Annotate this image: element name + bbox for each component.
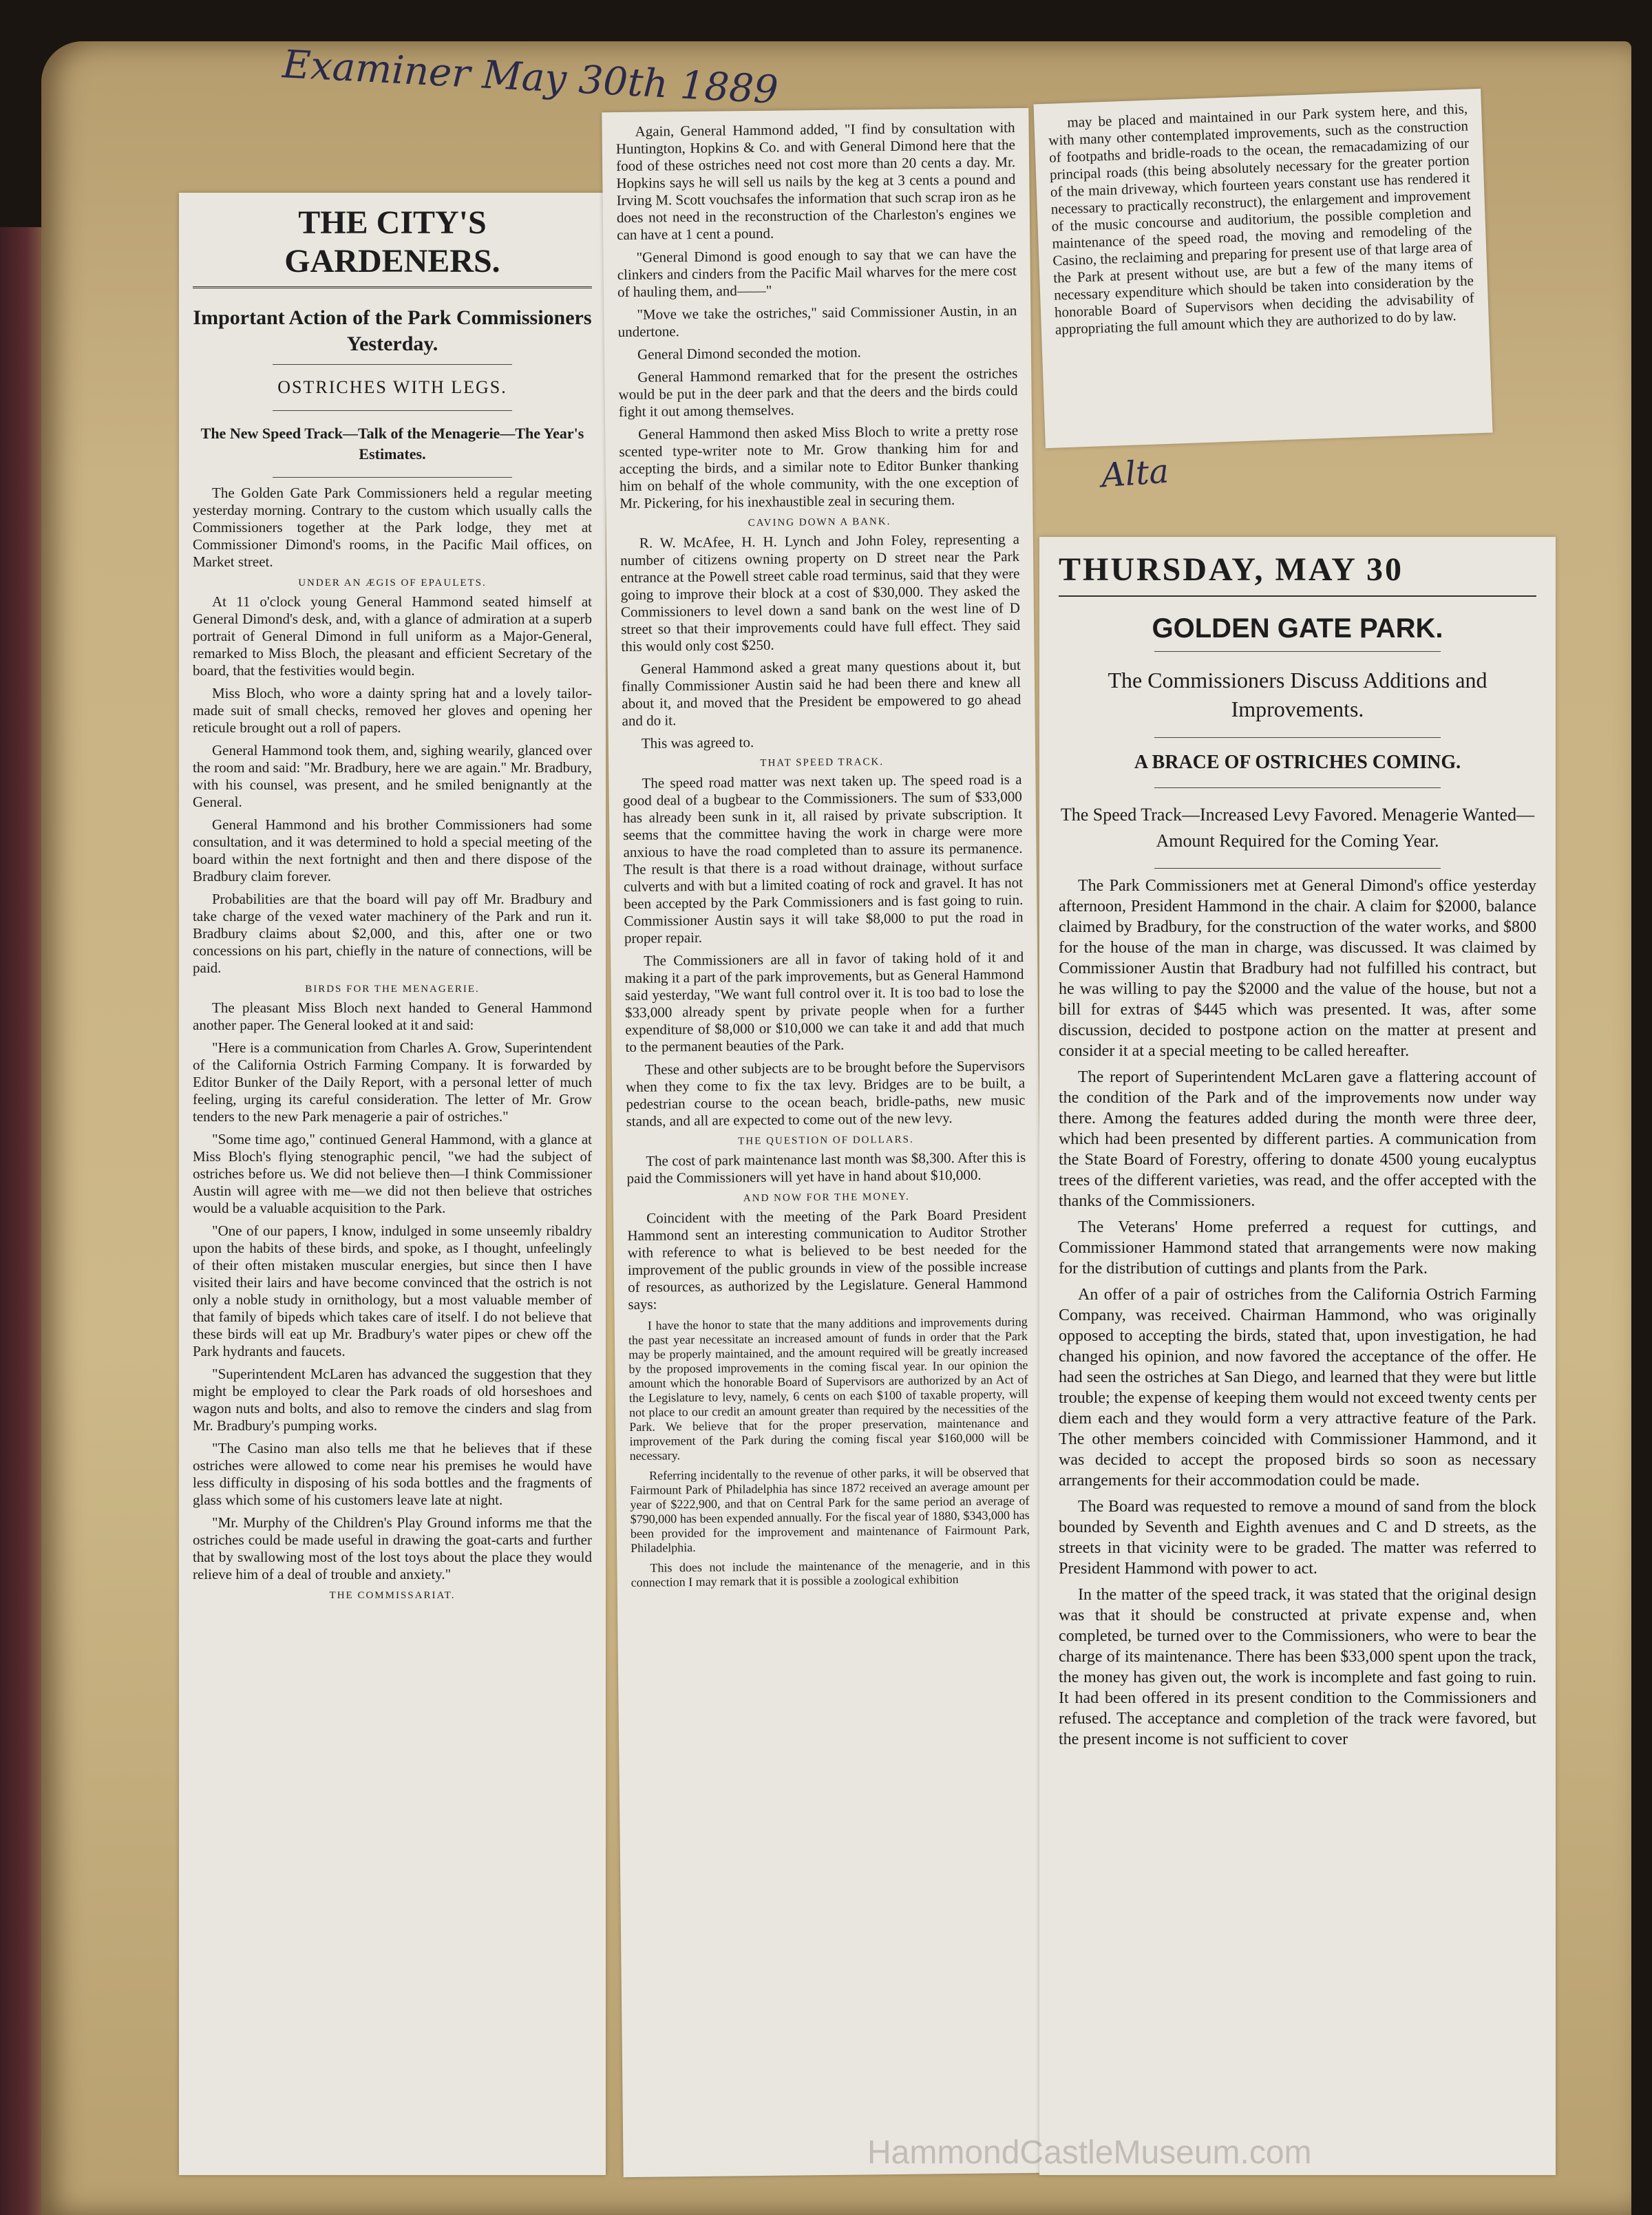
paragraph: In the matter of the speed track, it was stated that the original design was that it should be constructed at private expense and, when completed, be turned over to the Commissioners, who were to bear the charge of its maintenance. There has been $33,000 spent upon the track, the money has given out, the work is incomplete and fast going to ruin. It had been offered in its present condition to the Commissioners and refused. The acceptance and completion of the track were favored, but the present income is not sufficient to cover xyxy=(1059,1586,1536,1748)
divider xyxy=(273,477,512,478)
section-heading: THE QUESTION OF DOLLARS. xyxy=(738,1134,914,1147)
divider xyxy=(273,364,512,365)
paragraph: General Dimond seconded the motion. xyxy=(637,343,861,363)
paragraph: This does not include the maintenance of the menagerie, and in this connection I may remark that it is possible a zoological exhibition xyxy=(631,1556,1030,1590)
section-heading: THE COMMISSARIAT. xyxy=(329,1590,456,1601)
paragraph: Miss Bloch, who wore a dainty spring hat and a lovely tailor-made suit of small checks, removed her gloves and opening her reticule brought out a roll of papers. xyxy=(193,685,592,736)
subheadline: The Speed Track—Increased Levy Favored. Menagerie Wanted—Amount Required for the Coming Year. xyxy=(1060,805,1535,851)
paragraph: Probabilities are that the board will pay off Mr. Bradbury and take charge of the vexed water machinery of the Park and run it. Bradbury claims about $2,000, and this, after one or two concessions on his part, chiefly in the nature of connections, will be paid. xyxy=(193,891,592,976)
paragraph: R. W. McAfee, H. H. Lynch and John Foley, representing a number of citizens owning property on D street near the Park entrance at the Powell street cable road terminus, said that they were going to improve their block at a cost of $30,000. They asked the Commissioners to level down a sand bank on the west line of D street so that their improvements could have full effect. They said this would only cost $250. xyxy=(620,531,1021,655)
divider xyxy=(1154,787,1441,788)
subheadline: Important Action of the Park Commissioners Yesterday. xyxy=(193,306,592,355)
handwritten-source-note: Examiner May 30th 1889 xyxy=(281,42,780,113)
paragraph: The Park Commissioners met at General Dimond's office yesterday afternoon, President Hammond in the chair. A claim for $2000, balance claimed by Bradbury, for the construction of the water works, and $800 for the house of the man in charge, was discussed. It was claimed by Commissioner Austin that Bradbury had not fulfilled his contract, but he was willing to pay the $2000 and the value of the house, but not a bill for extras of $445 which was presented. It was, after some discussion, decided to postpone action on the matter at present and consider it at a special meeting to be called hereafter. xyxy=(1059,877,1536,1060)
clipping-city-gardeners xyxy=(179,193,606,2175)
paragraph: "Here is a communication from Charles A. Grow, Superintendent of the California Ostrich Farming Company. It is forwarded by Editor Bunker of the Daily Report, with a personal letter of much feeling, urging its careful consideration. The letter of Mr. Grow tenders to the new Park menagerie a pair of ostriches." xyxy=(193,1039,592,1125)
paragraph: The Golden Gate Park Commissioners held a regular meeting yesterday morning. Contrary to the custom which usually calls the Commissioners together at the Park lodge, they met at Commissioner Dimond's rooms, in the Pacific Mail offices, on Market street. xyxy=(193,485,592,570)
paragraph: General Hammond took them, and, sighing wearily, glanced over the room and said: "Mr. Bradbury, here we are again." Mr. Bradbury, with his counsel, was present, and he smiled benignantly at the General. xyxy=(193,742,592,810)
clipping-golden-gate-park xyxy=(1039,537,1556,2175)
paragraph: The Commissioners are all in favor of taking hold of it and making it a part of the park improvements, but as General Hammond said yesterday, "We want full control over it. It is too bad to lose the $33,000 already spent by private people when for a further expenditure of $8,000 or $10,000 we can take it and add that much to the permanent beauties of the Park. xyxy=(624,948,1025,1056)
divider xyxy=(1154,651,1441,652)
paragraph: General Hammond asked a great many questions about it, but finally Commissioner Austin said he had been there and knew all about it, and moved that the President be empowered to go ahead and do it. xyxy=(621,657,1021,730)
divider xyxy=(1154,737,1441,738)
paragraph: These and other subjects are to be brought before the Supervisors when they come to fix the tax levy. Bridges are to be built, a pedestrian course to the ocean beach, bridle-paths, new music stands, and all are expected to come out of the new levy. xyxy=(626,1057,1026,1130)
paragraph: The report of Superintendent McLaren gave a flattering account of the condition of the Park and of the improvements now under way there. Among the features added during the month were three deer, which had been presented by different parties. A communication from the State Board of Forestry, offering to donate 4500 young eucalyptus trees of the different varieties, was read, and the offer accepted with the thanks of the Commissioners. xyxy=(1059,1068,1536,1210)
section-heading: BIRDS FOR THE MENAGERIE. xyxy=(305,984,480,995)
paragraph: Coincident with the meeting of the Park Board President Hammond sent an interesting communication to Auditor Strother with reference to what is believed to be best needed for the improvement of the public grounds in view of the possible increase of resources, as authorized by the Legislature. General Hammond says: xyxy=(627,1205,1028,1313)
subheadline: The New Speed Track—Talk of the Menagerie—The Year's Estimates. xyxy=(200,425,584,463)
section-heading: UNDER AN ÆGIS OF EPAULETS. xyxy=(298,577,487,589)
paragraph: "One of our papers, I know, indulged in some unseemly ribaldry upon the habits of these birds, and spoke, as I thought, unfeelingly of their often mistaken muscular energies, but since then I have visited their lairs and have become convinced that the ostrich is not only a noble study in ornithology, but a most valuable member of that family of bipeds which takes care of itself. I do not believe that these birds will eat up Mr. Bradbury's water pipes or chew off the Park hydrants and faucets. xyxy=(193,1222,592,1359)
paragraph: General Hammond and his brother Commissioners had some consultation, and it was determined to hold a special meeting of the board within the next fortnight and then and there dispose of the Bradbury claim forever. xyxy=(193,816,592,884)
paragraph: "Superintendent McLaren has advanced the suggestion that they might be employed to clear the Park roads of old horseshoes and wagon nuts and bolts, and also to remove the cinders and slag from Mr. Bradbury's pumping works. xyxy=(193,1366,592,1434)
paragraph: "The Casino man also tells me that he believes that if these ostriches were allowed to come near his premises he would have less difficulty in disposing of his soda bottles and the fragments of glass which some of his customers leave late at night. xyxy=(193,1440,592,1508)
section-heading: AND NOW FOR THE MONEY. xyxy=(743,1191,910,1205)
headline: GOLDEN GATE PARK. xyxy=(1152,613,1443,644)
headline: THE CITY'S GARDENERS. xyxy=(193,204,592,288)
divider xyxy=(1154,868,1441,869)
paragraph: The Veterans' Home preferred a request for cuttings, and Commissioner Hammond stated that arrangements were now making for the distribution of cuttings and plants from the Park. xyxy=(1059,1218,1536,1278)
subheadline: The Commissioners Discuss Additions and Improvements. xyxy=(1108,668,1487,721)
handwritten-alta-note: Alta xyxy=(1100,452,1170,496)
scrapbook-page xyxy=(41,41,1631,2215)
paragraph: General Hammond then asked Miss Bloch to write a pretty rose scented type-writer note to Mr. Grow thanking him for and accepting the birds, and a similar note to Editor Bunker thanking him on behalf of the whole community, with the one exception of Mr. Pickering, for his inexhaustible zeal in securing them. xyxy=(619,422,1019,512)
paragraph: "Some time ago," continued General Hammond, with a glance at Miss Bloch's flying stenographic pencil, "we had the subject of ostriches before us. We did not believe then—I think Commissioner Austin will agree with me—we did not then believe that ostriches would be a valuable acquisition to the Park. xyxy=(193,1131,592,1216)
paragraph: Referring incidentally to the revenue of other parks, it will be observed that Fairmount Park of Philadelphia has since 1872 received an average amount per year of $222,900, and that on Central Park for the same period an average of $790,000 has been expended annually. For the fiscal year of 1880, $343,000 has been provided for the improvement and maintenance of Fairmount Park, Philadelphia. xyxy=(630,1464,1030,1556)
paragraph: The pleasant Miss Bloch next handed to General Hammond another paper. The General looked at it and said: xyxy=(193,999,592,1033)
paragraph: "Mr. Murphy of the Children's Play Ground informs me that the ostriches could be made useful in drawing the goat-carts and further that by swallowing most of the lost toys about the place they would relieve him of a deal of trouble and anxiety." xyxy=(193,1514,592,1582)
paragraph: Again, General Hammond added, "I find by consultation with Huntington, Hopkins & Co. and with General Dimond here that the food of these ostriches need not cost more than 20 cents a day. Mr. Hopkins says he will sell us nails by the keg at 3 cents a pound and Irving M. Scott vouchsafes the information that such scrap iron as he does not need in the reconstruction of the Charleston's engines we can have at 1 cent a pound. xyxy=(615,119,1017,244)
paragraph: "General Dimond is good enough to say that we can have the clinkers and cinders from the Pacific Mail wharves for the mere cost of hauling them, and——" xyxy=(617,245,1017,301)
divider xyxy=(273,410,512,411)
dateline: THURSDAY, MAY 30 xyxy=(1059,551,1536,597)
clipping-continuation-right xyxy=(1033,89,1492,448)
paragraph: An offer of a pair of ostriches from the California Ostrich Farming Company, was received. Chairman Hammond, who was originally opposed to accepting the birds, stated that, upon investigation, he had changed his opinion, and now favored the acceptance of the offer. He had seen the ostriches at San Diego, and learned that they were but little trouble; the expense of keeping them would not exceed twenty cents per diem each and they would form a very attractive feature of the Park. The other members coincided with Commissioner Hammond, and it was decided to accept the proposed birds so soon as necessary arrangements for their accommodation could be made. xyxy=(1059,1286,1536,1490)
paragraph: may be placed and maintained in our Park system here, and this, with many other contemplated improvements, such as the construction of footpaths and bridle-roads to the ocean, the remacadamizing of our principal roads (this being absolutely necessary for the greater portion of the main driveway, which fourteen years constant use has rendered it necessary to practically reconstruct), the enlargement and improvement of the music concourse and auditorium, the possible completion and maintenance of the speed road, the moving and remodeling of the Casino, the reclaiming and preparing for present use of that large area of the Park at present without use, are but a few of the many items of necessary expenditure which should be taken into consideration by the honorable Board of Supervisors when deciding the advisability of appropriating the full amount which they are authorized to do by law. xyxy=(1048,100,1475,338)
paragraph: At 11 o'clock young General Hammond seated himself at General Dimond's desk, and, with a glance of admiration at a superb portrait of General Dimond in full uniform as a Major-General, remarked to Miss Bloch, the pleasant and efficient Secretary of the board, that the festivities would begin. xyxy=(193,593,592,679)
paragraph: This was agreed to. xyxy=(641,734,754,752)
paragraph: General Hammond remarked that for the present the ostriches would be put in the deer park and that the deers and the birds could fight it out among themselves. xyxy=(618,365,1018,421)
subheadline: OSTRICHES WITH LEGS. xyxy=(277,377,507,397)
section-heading: THAT SPEED TRACK. xyxy=(760,756,885,769)
paragraph: The Board was requested to remove a mound of sand from the block bounded by Seventh and Eighth avenues and C and D streets, as the streets in that vicinity were to be graded. The matter was referred to President Hammond with power to act. xyxy=(1059,1498,1536,1578)
watermark: HammondCastleMuseum.com xyxy=(867,2134,1312,2171)
paragraph: The cost of park maintenance last month was $8,300. After this is paid the Commissioners will yet have in hand about $10,000. xyxy=(626,1148,1026,1187)
paragraph: I have the honor to state that the many additions and improvements during the past year necessitate an increased amount of funds in order that the Park may be properly maintained, and the amount required will be greatly increased by the proposed improvements in the coming fiscal year. In our opinion the amount which the honorable Board of Supervisors are authorized by an Act of the Legislature to levy, namely, 6 cents on each $100 of taxable property, will not place to our credit an amount greater than required by the necessities of the Park. We believe that for the proper preservation, maintenance and improvement of the Park during the coming fiscal year $160,000 will be necessary. xyxy=(628,1314,1029,1463)
section-heading: CAVING DOWN A BANK. xyxy=(748,516,891,529)
paragraph: "Move we take the ostriches," said Commissioner Austin, in an undertone. xyxy=(617,302,1017,341)
subheadline: A BRACE OF OSTRICHES COMING. xyxy=(1134,752,1461,773)
clipping-continuation xyxy=(602,108,1050,2177)
paragraph: The speed road matter was next taken up. The speed road is a good deal of a bugbear to the Commissioners. The sum of $33,000 has already been sunk in it, all raised by private subscription. It seems that the committee having the work in charge were more anxious to have the road completed than to assure its permanence. The result is that there is a road without drainage, without surface culverts and with but a limited coating of rock and gravel. It has not been accepted by the Park Commissioners and is fast going to ruin. Commissioner Austin says it will take $8,000 to put the road in proper repair. xyxy=(622,770,1024,947)
